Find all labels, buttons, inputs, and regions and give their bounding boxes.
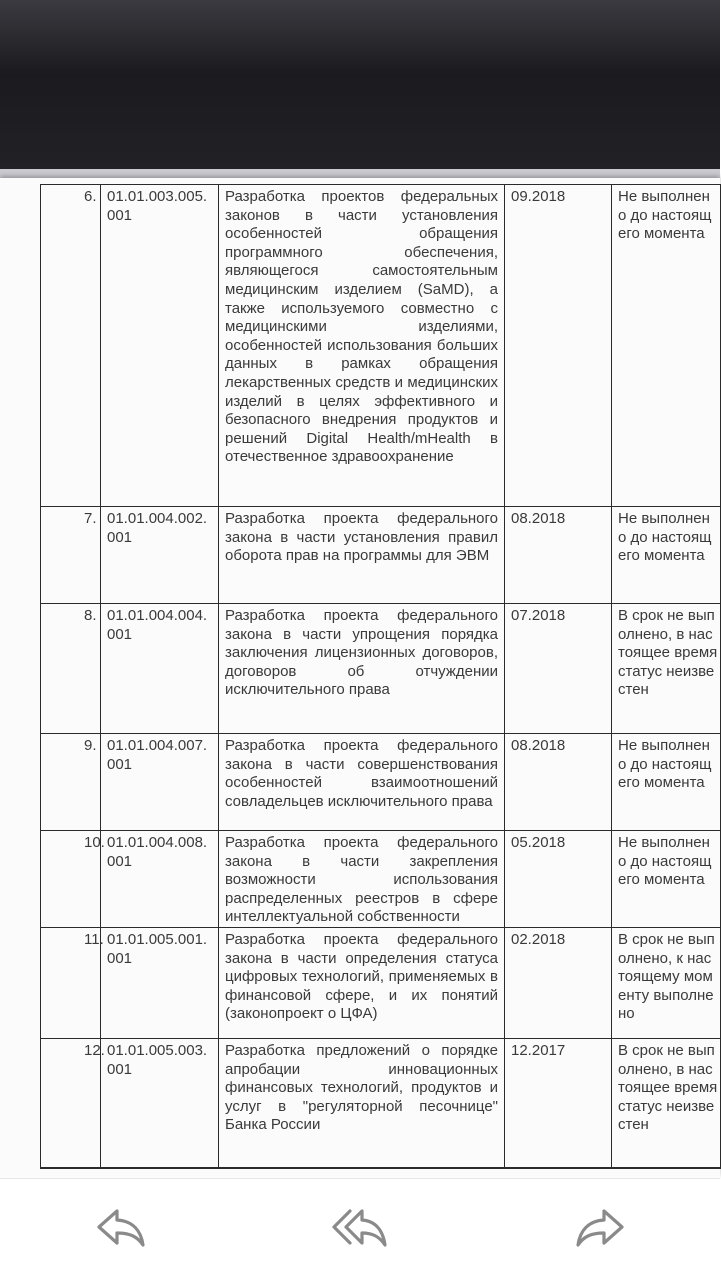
reply-all-button[interactable] <box>324 1197 396 1257</box>
row-description: Разработка проекта федерального закона в части установления правил оборота прав на программы для ЭВМ <box>219 507 505 604</box>
row-status: В срок не выполнено, в настоящее время статус неизвестен <box>612 1038 721 1168</box>
table-row <box>41 604 721 734</box>
row-deadline: 02.2018 <box>505 927 612 1038</box>
row-status: В срок не выполнено, в настоящее время статус неизвестен <box>612 604 721 734</box>
row-deadline: 08.2018 <box>505 507 612 604</box>
table-row <box>41 831 721 928</box>
row-number: 9. <box>84 737 97 754</box>
row-status: Не выполнено до настоящего момента <box>612 831 721 928</box>
table-row <box>41 1038 721 1168</box>
row-code: 01.01.005.003.001 <box>101 1038 219 1168</box>
row-description: Разработка предложений о порядке апробации инновационных финансовых технологий, продуктов и услуг в "регуляторной песочнице" Банка России <box>219 1038 505 1168</box>
row-number-cell <box>41 1038 105 1168</box>
row-code: 01.01.004.008.001 <box>101 831 219 928</box>
row-description: Разработка проекта федерального закона в части упрощения порядка заключения лицензионных договоров, договоров об отчуждении исключительного права <box>219 604 505 734</box>
row-number-cell <box>41 507 101 604</box>
row-description: Разработка проекта федерального закона в части закрепления возможности использования распределенных реестров в сфере интеллектуальной собственности <box>219 831 505 928</box>
row-code: 01.01.004.002.001 <box>101 507 219 604</box>
row-status: В срок не выполнено, к настоящему моменту выполнено <box>612 927 721 1038</box>
row-deadline: 12.2017 <box>505 1038 612 1168</box>
row-description: Разработка проекта федерального закона в части совершенствования особенностей взаимоотношений совладельцев исключительного права <box>219 734 505 831</box>
document-page <box>0 178 720 1178</box>
table-row <box>41 185 721 507</box>
row-status: Не выполнено до настоящего момента <box>612 734 721 831</box>
row-number: 8. <box>84 607 97 624</box>
forward-button[interactable] <box>564 1197 636 1257</box>
row-code: 01.01.004.004.001 <box>101 604 219 734</box>
row-number: 12. <box>84 1041 105 1059</box>
row-code: 01.01.003.005.001 <box>101 185 219 507</box>
row-deadline: 09.2018 <box>505 185 612 507</box>
row-number: 11. <box>84 930 104 948</box>
redacted-header <box>0 0 720 185</box>
plan-table <box>40 184 721 1169</box>
row-number: 7. <box>84 510 97 527</box>
reply-button[interactable] <box>85 1197 157 1257</box>
row-deadline: 08.2018 <box>505 734 612 831</box>
row-number-cell <box>41 604 101 734</box>
row-description: Разработка проекта федерального закона в части определения статуса цифровых технологий, применяемых в финансовой сфере, и их понятий (законопроект о ЦФА) <box>219 927 505 1038</box>
row-number-cell <box>41 734 101 831</box>
reply-icon <box>93 1203 149 1251</box>
row-code: 01.01.004.007.001 <box>101 734 219 831</box>
row-number-cell <box>41 927 104 1038</box>
row-number-cell <box>41 185 101 507</box>
row-number: 10. <box>84 834 105 851</box>
table-row <box>41 927 721 1038</box>
table-row <box>41 507 721 604</box>
table-row <box>41 734 721 831</box>
row-status: Не выполнено до настоящего момента <box>612 507 721 604</box>
row-deadline: 05.2018 <box>505 831 612 928</box>
row-number: 6. <box>84 188 97 205</box>
forward-icon <box>572 1203 628 1251</box>
reply-all-icon <box>332 1203 388 1251</box>
row-deadline: 07.2018 <box>505 604 612 734</box>
row-description: Разработка проектов федеральных законов в части установления особенностей обращения программного обеспечения, являющегося самостоятельным медицинским изделием (SaMD), а также используемого совместно с медицинскими изделиями, особенностей использования больших данных в рамках обращения лекарственных средств и медицинских изделий в целях эффективного и безопасного внедрения продуктов и решений Digital Health/mHealth в отечественное здравоохранение <box>219 185 505 507</box>
bottom-action-bar <box>0 1178 720 1281</box>
row-number-cell <box>41 831 105 928</box>
row-code: 01.01.005.001.001 <box>101 927 219 1038</box>
row-status: Не выполнено до настоящего момента <box>612 185 721 507</box>
